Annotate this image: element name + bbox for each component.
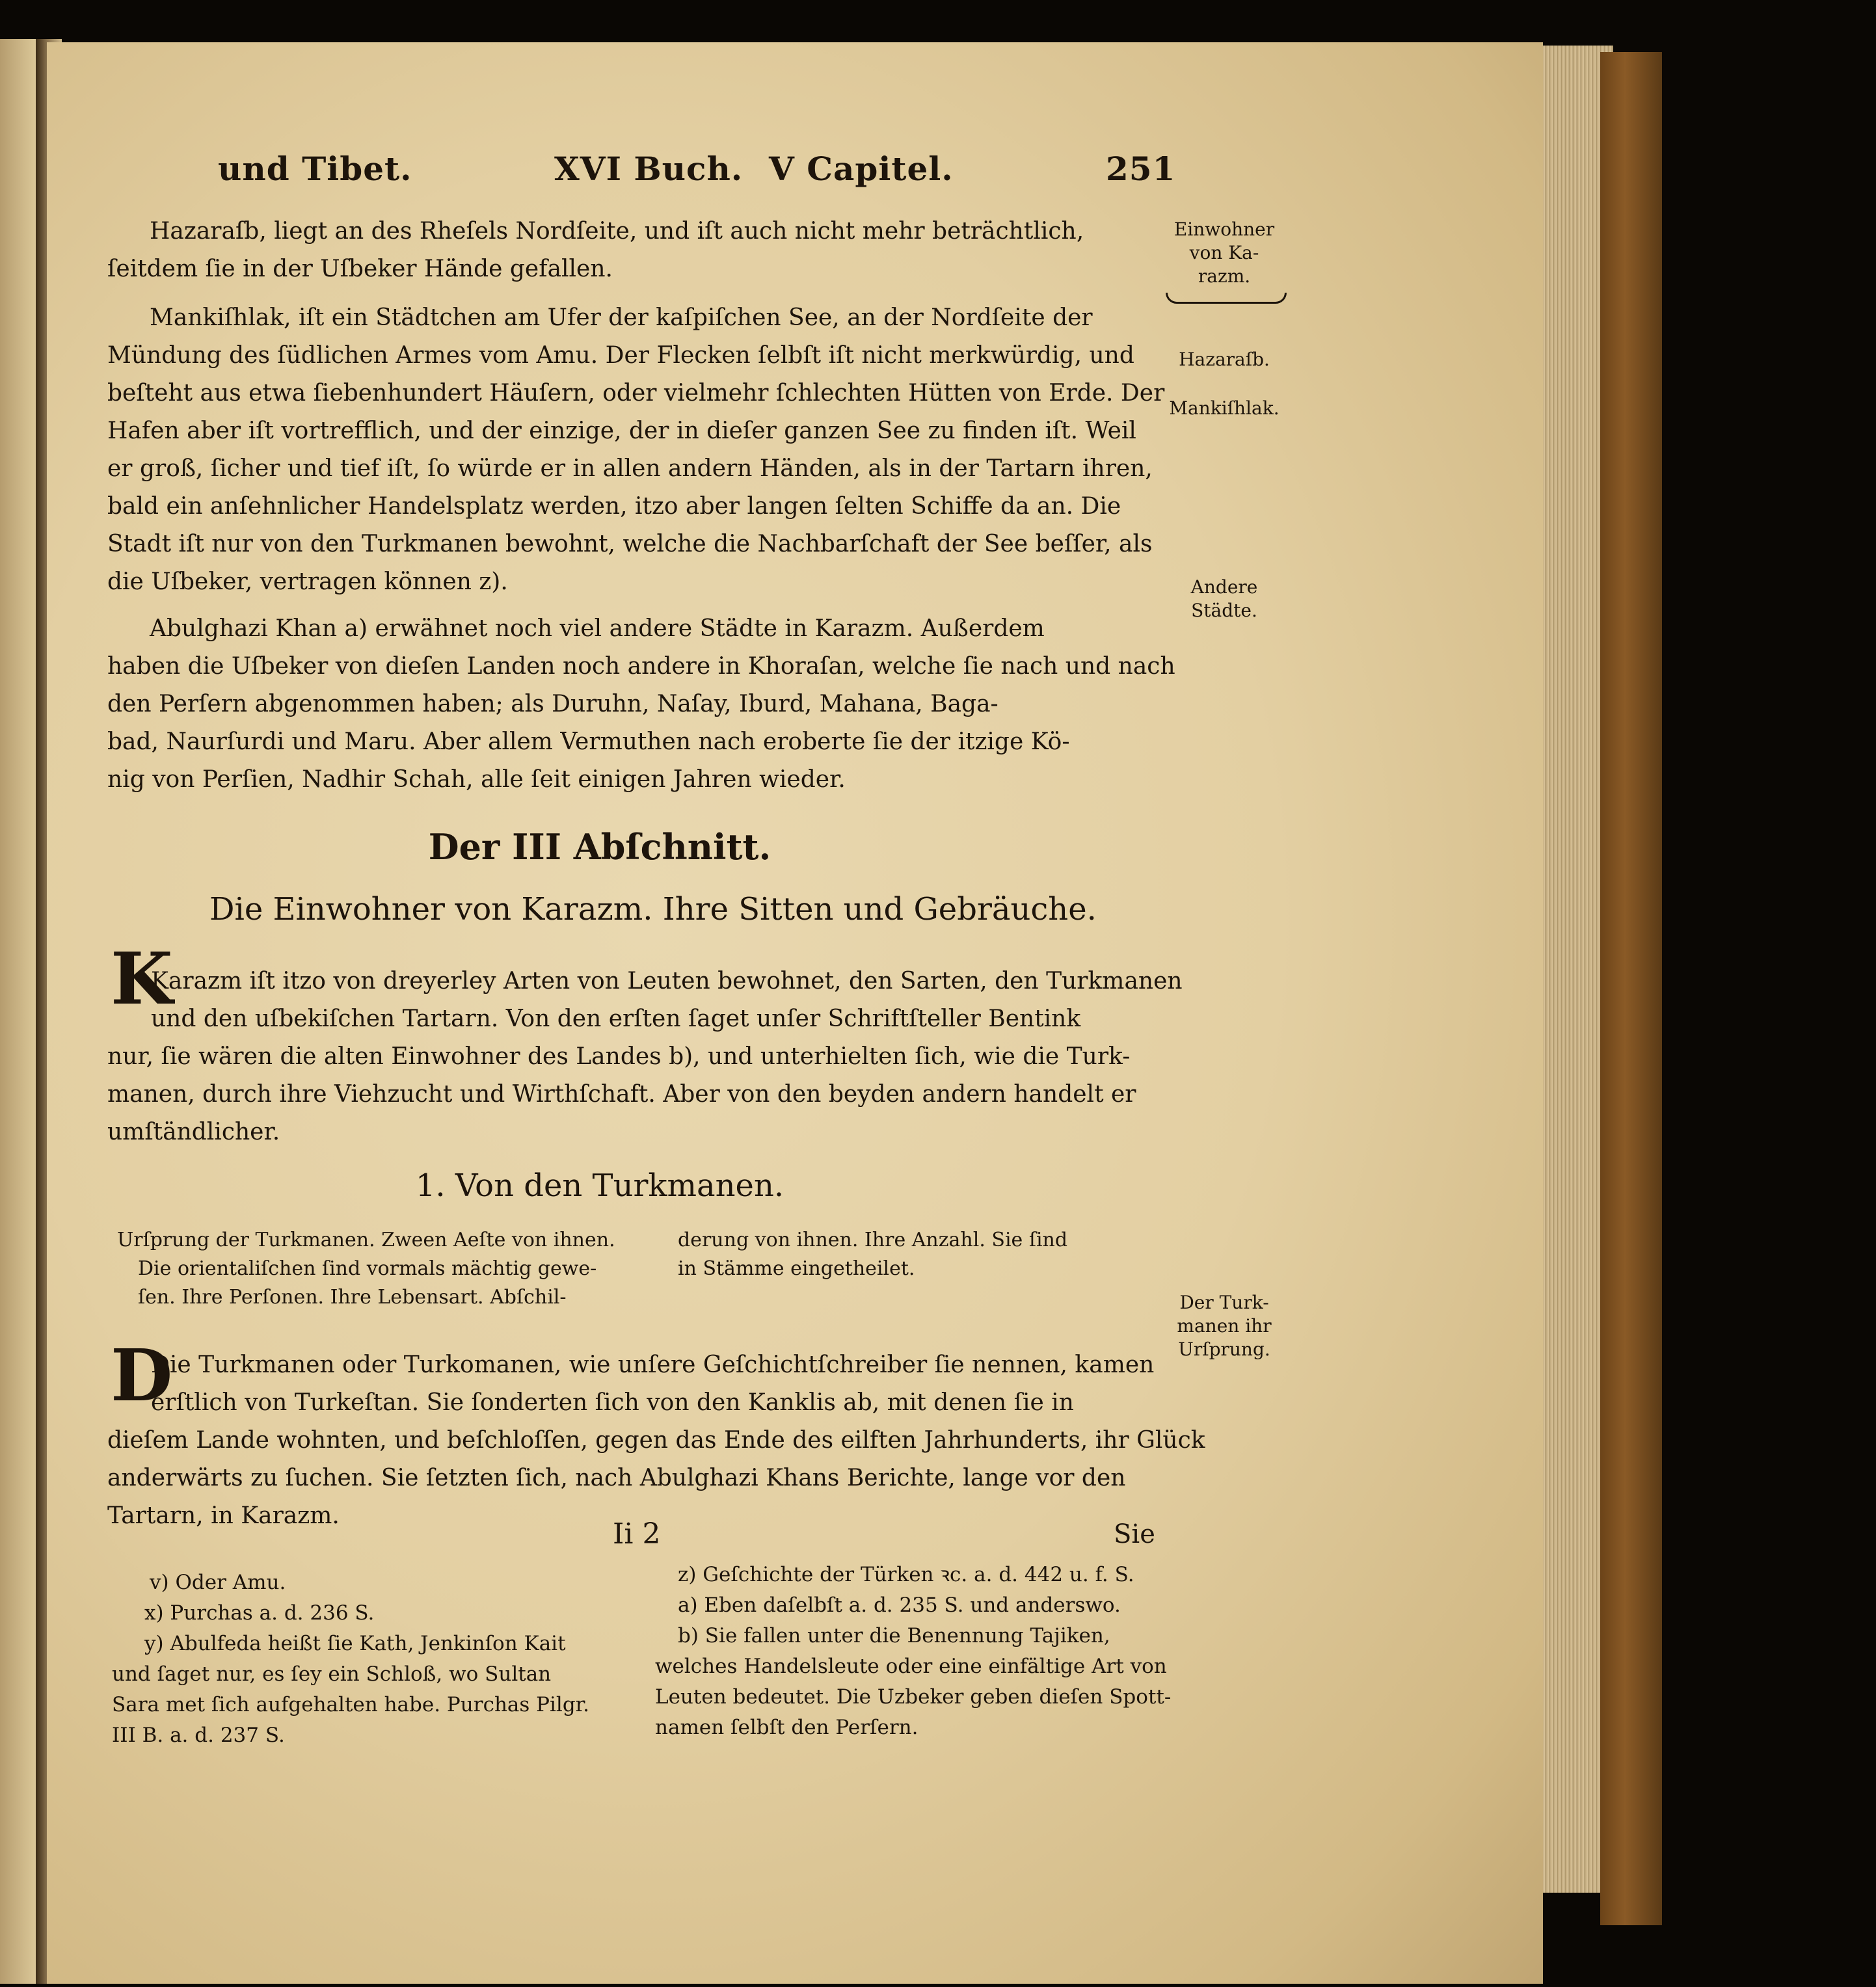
text-line: und den uſbekiſchen Tartarn. Von den erſten ſaget unſer Schriftſteller Bentink xyxy=(151,1006,1081,1032)
text-line: Mankiſhlak, iſt ein Städtchen am Ufer der kaſpiſchen See, an der Nordſeite der xyxy=(150,304,1093,331)
footnote-line: z) Geſchichte der Türken ꝛc. a. d. 442 u. f. S. xyxy=(678,1563,1134,1586)
margin-note-mankishlak xyxy=(1159,397,1289,420)
running-header-right: V Capitel. xyxy=(769,150,954,188)
running-header-left: und Tibet. xyxy=(218,150,412,188)
text-line: Stadt iſt nur von den Turkmanen bewohnt, welche die Nachbarſchaft der See beſſer, als xyxy=(107,531,1153,557)
text-line: Tartarn, in Karazm. xyxy=(107,1502,340,1529)
text-line: den Perſern abgenommen haben; als Duruhn, Naſay, Iburd, Mahana, Baga- xyxy=(107,691,998,717)
margin-note-other-cities xyxy=(1159,576,1289,622)
page-number: 251 xyxy=(1106,150,1176,188)
summary-line: derung von ihnen. Ihre Anzahl. Sie ſind xyxy=(678,1229,1068,1251)
margin-note-line: razm. xyxy=(1198,265,1251,287)
catchword: Sie xyxy=(1114,1519,1155,1549)
text-line: er groß, ſicher und tief iſt, ſo würde er in allen andern Händen, als in der Tartarn ihren, xyxy=(107,455,1153,482)
text-line: umſtändlicher. xyxy=(107,1119,280,1145)
margin-brace xyxy=(1166,293,1287,304)
margin-note-line: Einwohner xyxy=(1173,219,1275,240)
subsection-heading: 1. Von den Turkmanen. xyxy=(415,1167,784,1204)
text-line: haben die Uſbeker von dieſen Landen noch andere in Khoraſan, welche ſie nach und nach xyxy=(107,653,1175,680)
footnote-line: y) Abulfeda heißt ſie Kath, Jenkinſon Kait xyxy=(144,1632,566,1655)
footnote-line: a) Eben daſelbſt a. d. 235 S. und anderswo. xyxy=(678,1594,1121,1617)
text-line: die Uſbeker, vertragen können z). xyxy=(107,568,508,595)
section-heading: Der III Abſchnitt. xyxy=(428,826,771,868)
margin-note-line: Urſprung. xyxy=(1178,1339,1270,1360)
footnote-line: und ſaget nur, es ſey ein Schloß, wo Sultan xyxy=(112,1662,552,1686)
text-line: Hazaraſb, liegt an des Rheſels Nordſeite, und iſt auch nicht mehr beträchtlich, xyxy=(150,218,1084,245)
text-line: nig von Perſien, Nadhir Schah, alle ſeit einigen Jahren wieder. xyxy=(107,766,846,793)
margin-note-line: Mankiſhlak. xyxy=(1169,397,1280,419)
footnote-line: v) Oder Amu. xyxy=(150,1571,286,1594)
summary-line: ſen. Ihre Perſonen. Ihre Lebensart. Abſchil- xyxy=(138,1286,567,1309)
margin-note-line: Der Turk- xyxy=(1179,1292,1269,1313)
text-line: bad, Naurſurdi und Maru. Aber allem Vermuthen nach eroberte ſie der itzige Kö- xyxy=(107,728,1070,755)
text-line: Mündung des ſüdlichen Armes vom Amu. Der Flecken ſelbſt iſt nicht merkwürdig, und xyxy=(107,342,1134,369)
text-line: dieſem Lande wohnten, und beſchloſſen, gegen das Ende des eilften Jahrhunderts, ihr Glück xyxy=(107,1427,1205,1454)
footnote-line: b) Sie fallen unter die Benennung Tajiken, xyxy=(678,1624,1110,1647)
section-subheading: Die Einwohner von Karazm. Ihre Sitten und Gebräuche. xyxy=(209,891,1097,927)
drop-cap: D xyxy=(111,1333,173,1417)
text-line: nur, ſie wären die alten Einwohner des Landes b), und unterhielten ſich, wie die Turk- xyxy=(107,1043,1131,1070)
footnote-line: welches Handelsleute oder eine einfältige Art von xyxy=(655,1655,1167,1678)
footnote-line: Sara met ſich aufgehalten habe. Purchas Pilgr. xyxy=(112,1693,589,1716)
margin-note-hazarasb xyxy=(1159,348,1289,371)
text-line: beſteht aus etwa ſiebenhundert Häuſern, oder vielmehr ſchlechten Hütten von Erde. Der xyxy=(107,380,1165,407)
footnote-line: Leuten bedeutet. Die Uzbeker geben dieſen Spott- xyxy=(655,1685,1172,1709)
footnote-line: namen ſelbſt den Perſern. xyxy=(655,1716,918,1739)
text-line: Karazm iſt itzo von dreyerley Arten von Leuten bewohnet, den Sarten, den Turkmanen xyxy=(151,968,1183,994)
text-line: Abulghazi Khan a) erwähnet noch viel andere Städte in Karazm. Außerdem xyxy=(150,615,1045,642)
margin-note-line: Hazaraſb. xyxy=(1179,349,1270,370)
text-line: bald ein anſehnlicher Handelsplatz werden, itzo aber langen ſelten Schiffe da an. Die xyxy=(107,493,1121,520)
footnote-line: x) Purchas a. d. 236 S. xyxy=(144,1601,375,1625)
margin-note-line: Städte. xyxy=(1191,600,1257,621)
book-cover-edge xyxy=(1600,52,1662,1925)
summary-line: Urſprung der Turkmanen. Zween Aeſte von ihnen. xyxy=(117,1229,615,1251)
book-page xyxy=(47,42,1543,1984)
summary-line: Die orientaliſchen ſind vormals mächtig gewe- xyxy=(138,1257,597,1280)
margin-note-turkmen-origin xyxy=(1159,1291,1289,1361)
margin-note-line: manen ihr xyxy=(1177,1315,1272,1337)
text-line: Die Turkmanen oder Turkomanen, wie unſere Geſchichtſchreiber ſie nennen, kamen xyxy=(151,1352,1155,1378)
signature-mark: Ii 2 xyxy=(613,1517,661,1551)
drop-cap: K xyxy=(111,937,173,1020)
text-line: erſtlich von Turkeſtan. Sie ſonderten ſich von den Kanklis ab, mit denen ſie in xyxy=(151,1389,1074,1416)
text-line: manen, durch ihre Viehzucht und Wirthſchaft. Aber von den beyden andern handelt er xyxy=(107,1081,1136,1108)
running-header-center: XVI Buch. xyxy=(554,150,744,188)
summary-line: in Stämme eingetheilet. xyxy=(678,1257,915,1280)
text-line: ſeitdem ſie in der Uſbeker Hände gefallen. xyxy=(107,256,613,282)
margin-note-line: Andere xyxy=(1190,576,1258,598)
text-line: Hafen aber iſt vortrefflich, und der einzige, der in dieſer ganzen See zu finden iſt. Weil xyxy=(107,418,1136,444)
margin-note-inhabitants xyxy=(1159,218,1289,288)
text-line: anderwärts zu ſuchen. Sie ſetzten ſich, nach Abulghazi Khans Berichte, lange vor den xyxy=(107,1465,1126,1491)
margin-note-line: von Ka- xyxy=(1189,242,1259,263)
footnote-line: III B. a. d. 237 S. xyxy=(112,1724,285,1747)
